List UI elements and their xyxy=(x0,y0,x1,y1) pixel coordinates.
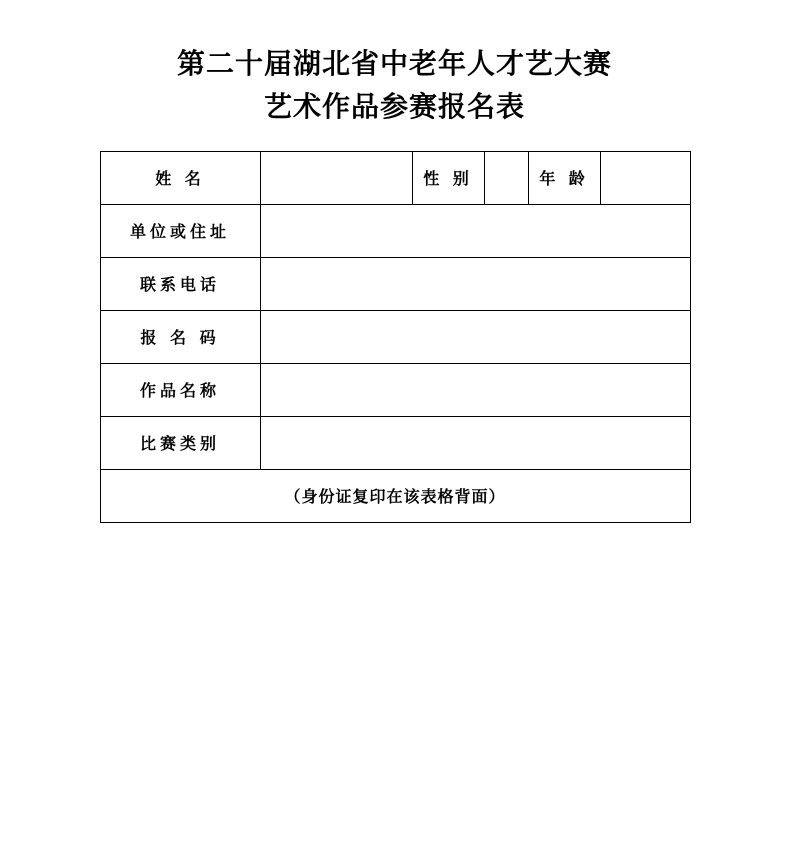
registration-code-field[interactable] xyxy=(260,310,690,363)
table-row xyxy=(100,151,690,204)
title-line-1: 第二十届湖北省中老年人才艺大赛 xyxy=(176,47,612,80)
phone-label: 联系电话 xyxy=(100,257,260,310)
phone-field[interactable] xyxy=(260,257,690,310)
unit-address-field[interactable] xyxy=(260,204,690,257)
category-field[interactable] xyxy=(260,416,690,469)
title-line-2: 艺术作品参赛报名表 xyxy=(263,90,525,124)
table-row xyxy=(100,204,690,257)
gender-field[interactable] xyxy=(484,151,528,204)
registration-code-label: 报 名 码 xyxy=(100,310,260,363)
table-row xyxy=(100,363,690,416)
work-title-label: 作品名称 xyxy=(100,363,260,416)
name-label: 姓 名 xyxy=(100,151,260,204)
document-title-block xyxy=(0,0,789,129)
work-title-field[interactable] xyxy=(260,363,690,416)
table-row xyxy=(100,310,690,363)
table-row xyxy=(100,469,690,522)
age-label: 年 龄 xyxy=(528,151,600,204)
registration-form-table xyxy=(100,151,691,523)
age-field[interactable] xyxy=(600,151,690,204)
name-field[interactable] xyxy=(260,151,412,204)
registration-form-wrap xyxy=(100,151,690,523)
id-copy-area[interactable] xyxy=(100,469,690,522)
gender-label: 性 别 xyxy=(412,151,484,204)
id-copy-note: （身份证复印在该表格背面） xyxy=(284,487,506,507)
unit-address-label: 单位或住址 xyxy=(100,204,260,257)
category-label: 比赛类别 xyxy=(100,416,260,469)
table-row xyxy=(100,416,690,469)
table-row xyxy=(100,257,690,310)
